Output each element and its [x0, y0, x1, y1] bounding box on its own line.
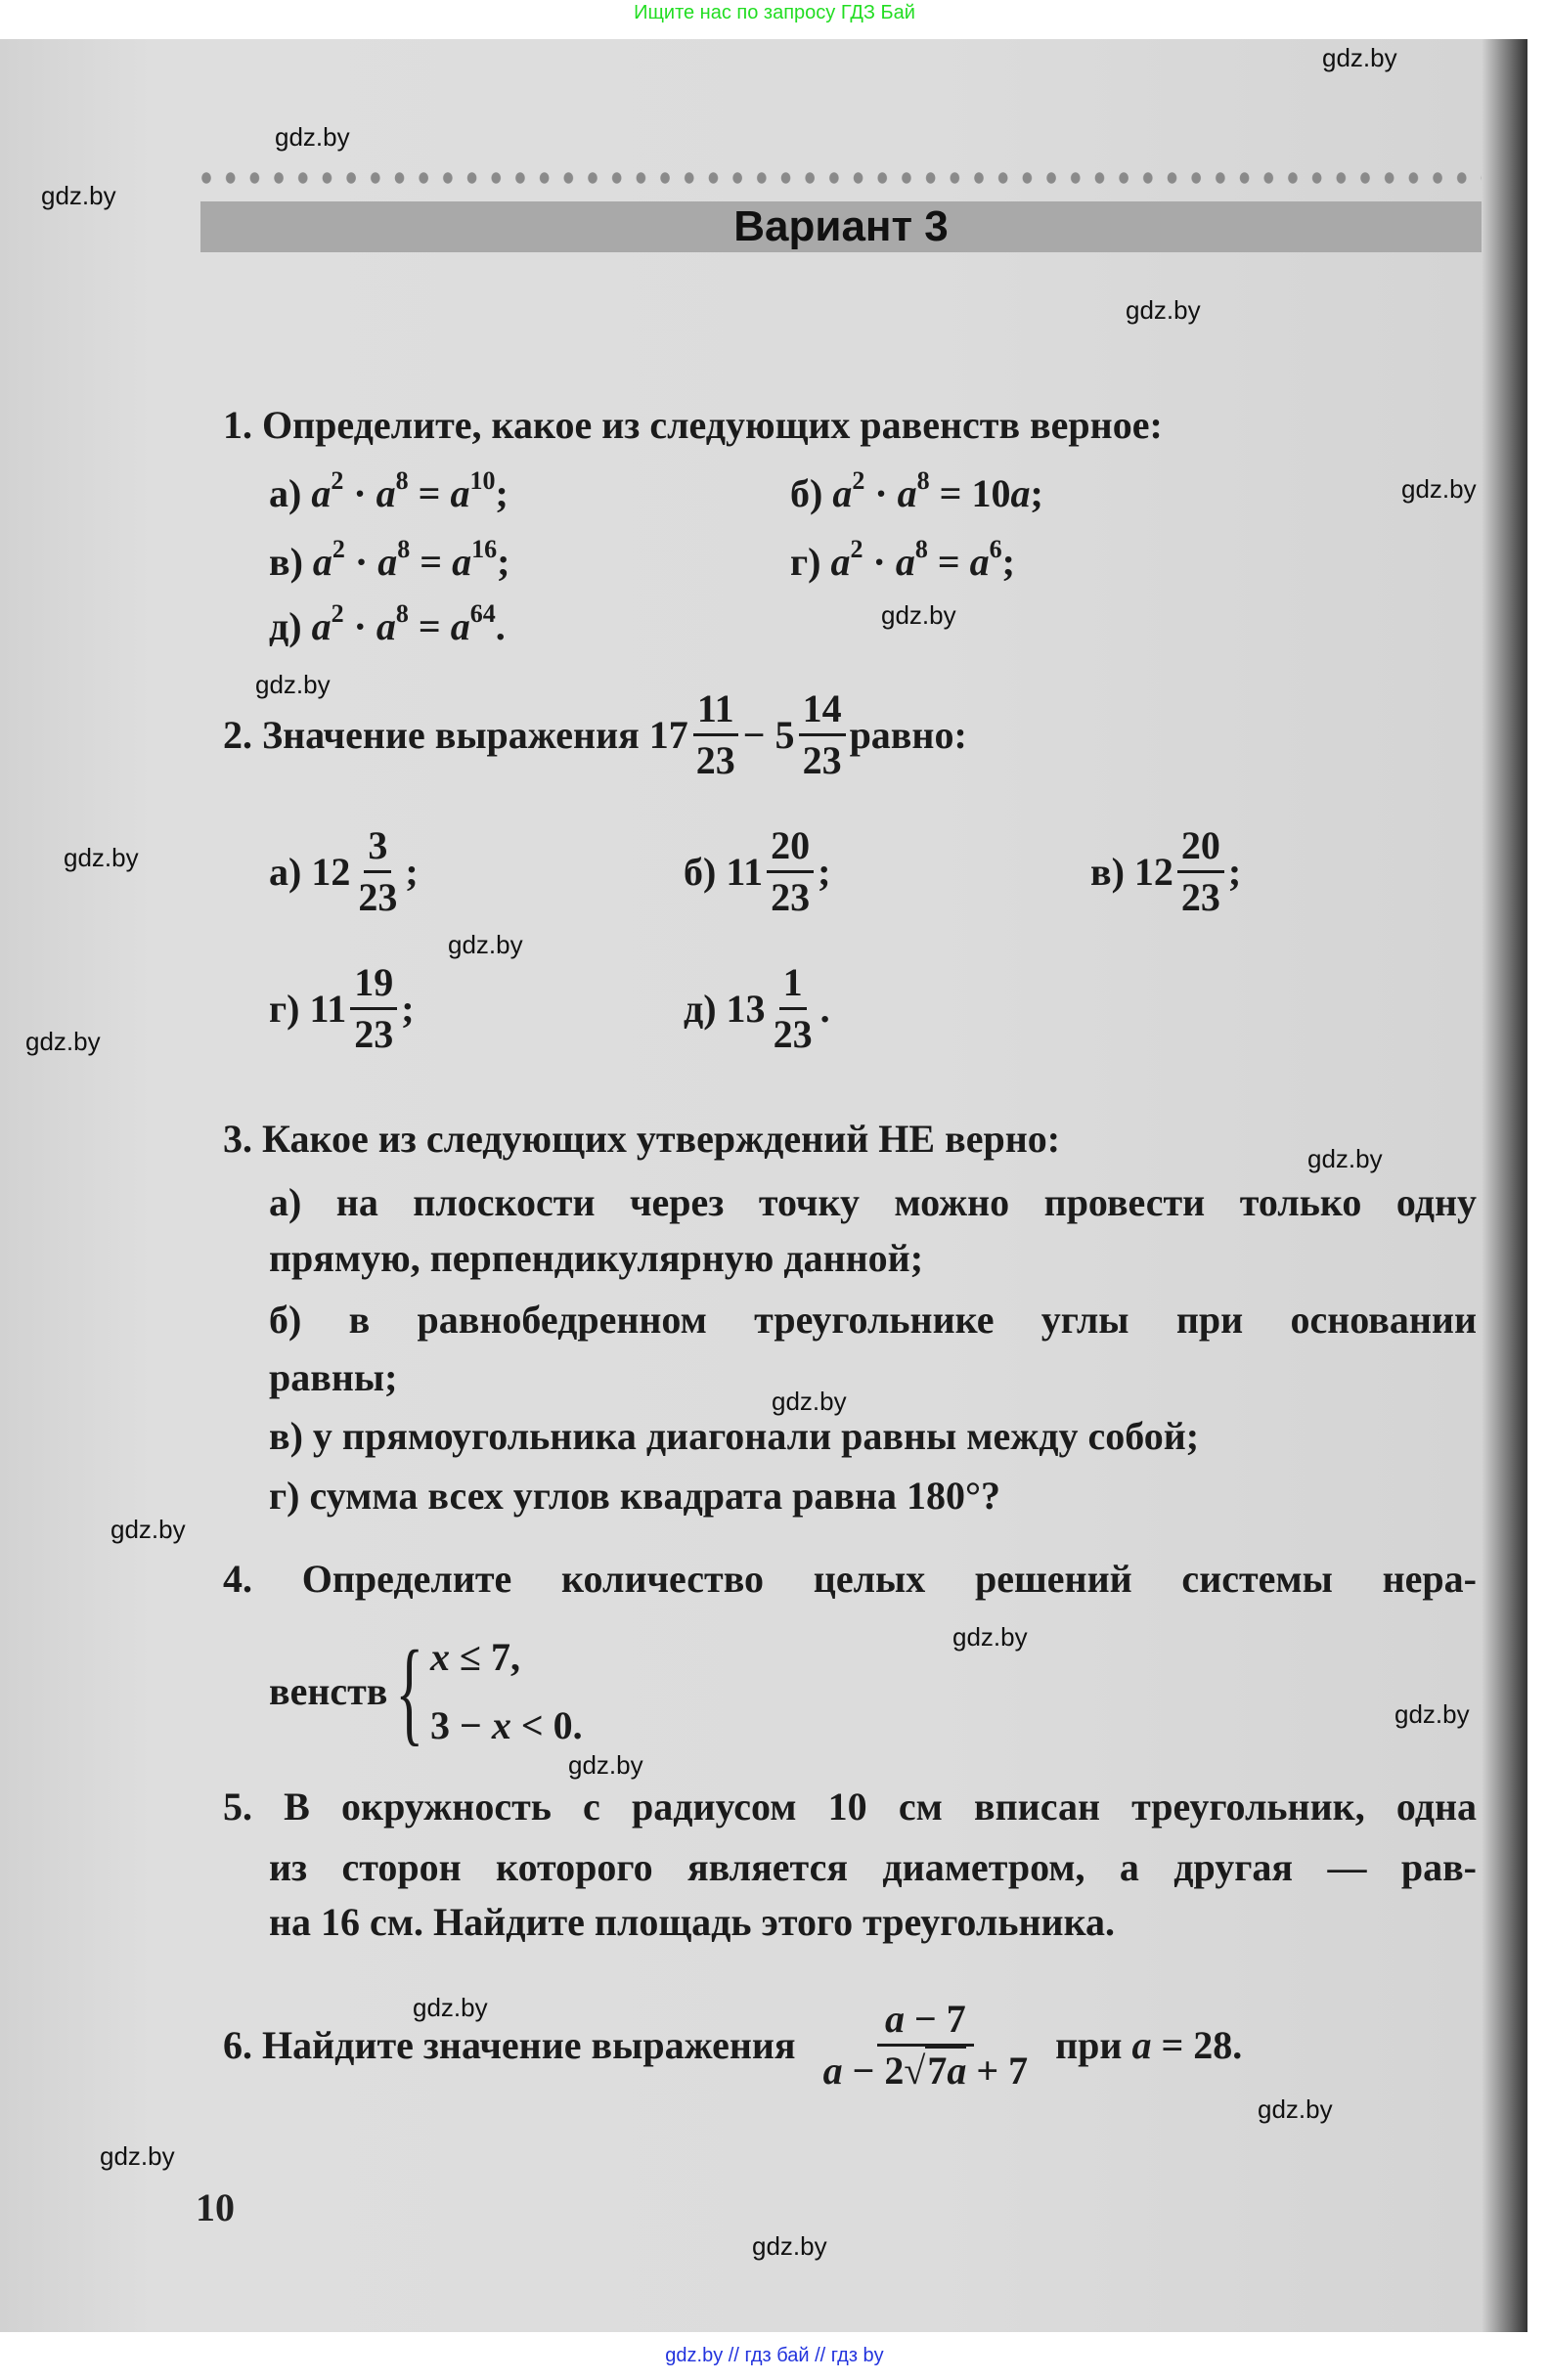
watermark: gdz.by — [100, 2141, 175, 2171]
denominator: 23 — [802, 738, 842, 782]
exponent: 8 — [916, 465, 930, 495]
numerator: 1 — [779, 958, 807, 1010]
q2-option-v — [1090, 821, 1241, 922]
math-text: ; — [1227, 849, 1242, 894]
math-variable: a — [377, 540, 398, 584]
exponent: 8 — [397, 534, 411, 563]
math-text: · — [864, 471, 898, 515]
numerator: 20 — [1177, 821, 1224, 873]
math-text: а) 12 — [269, 849, 351, 894]
watermark: gdz.by — [752, 2231, 827, 2261]
watermark: gdz.by — [448, 930, 523, 959]
watermark: gdz.by — [1126, 295, 1201, 325]
q3-option-a-line1: а) на плоскости через точку можно провести только одну — [269, 1180, 1477, 1224]
math-text: ≤ 7, — [450, 1635, 520, 1679]
math-text: · — [343, 604, 376, 648]
math-text: г) — [790, 540, 831, 584]
watermark: gdz.by — [64, 843, 139, 872]
math-text: ; — [1001, 540, 1015, 584]
q2-option-g — [269, 958, 415, 1059]
numerator: 11 — [693, 684, 738, 736]
math-text: ; — [1030, 471, 1043, 515]
sqrt-icon: √ — [904, 2049, 926, 2093]
math-variable: a — [832, 471, 853, 515]
brace-icon: { — [395, 1626, 424, 1756]
question-1: 1. Определите, какое из следующих равенств верное: — [223, 403, 1163, 447]
watermark: gdz.by — [255, 670, 331, 699]
question-4-line1: 4. Определите количество целых решений системы нера- — [223, 1557, 1477, 1601]
q3-option-b-line1: б) в равнобедренном треугольнике углы при основании — [269, 1298, 1477, 1342]
footer-links[interactable]: gdz.by // гдз бай // гдз by — [665, 2345, 884, 2366]
math-text: ; — [497, 540, 510, 584]
exponent: 6 — [989, 534, 1002, 563]
watermark: gdz.by — [1401, 474, 1477, 504]
denominator: 23 — [1180, 875, 1220, 919]
q3-option-a-line2: прямую, перпендикулярную данной; — [269, 1236, 924, 1280]
math-text: · — [863, 540, 896, 584]
exponent: 2 — [331, 465, 344, 495]
math-variable: a — [311, 604, 332, 648]
math-text: б) — [790, 471, 833, 515]
math-text: − 5 — [742, 712, 795, 757]
math-text: = 28. — [1151, 2022, 1243, 2067]
exponent: 2 — [332, 534, 345, 563]
q4-line2: венств — [269, 1669, 388, 1713]
numerator: 3 — [364, 821, 391, 873]
math-text: ; — [818, 849, 831, 894]
math-text: г) 11 — [269, 986, 347, 1031]
math-variable: a — [895, 540, 915, 584]
math-text: = — [927, 540, 970, 584]
math-text: − 2 — [842, 2049, 905, 2093]
math-variable: a — [376, 471, 396, 515]
math-variable: a — [830, 540, 851, 584]
denominator: 23 — [354, 1012, 394, 1056]
math-text: б) 11 — [684, 849, 764, 894]
math-text: 7 — [927, 2049, 948, 2093]
math-text: д) — [269, 604, 312, 648]
watermark: gdz.by — [413, 1993, 488, 2022]
math-variable: a — [312, 540, 332, 584]
q1-option-d — [269, 599, 506, 654]
exponent: 8 — [914, 534, 928, 563]
question-6 — [223, 1995, 1242, 2095]
exponent: 2 — [852, 465, 865, 495]
question-5-line1: 5. В окружность с радиусом 10 см вписан треугольник, одна — [223, 1785, 1477, 1829]
exponent: 2 — [850, 534, 863, 563]
q2-option-d — [684, 958, 830, 1059]
math-text: · — [343, 471, 376, 515]
math-text: д) 13 — [684, 986, 766, 1031]
math-text: равно: — [849, 712, 967, 757]
math-text: ; — [495, 471, 509, 515]
exponent: 8 — [395, 465, 409, 495]
q1-option-g — [790, 535, 1015, 590]
denominator: 23 — [771, 875, 811, 919]
dotted-divider — [200, 172, 1482, 184]
math-text: + 7 — [966, 2049, 1029, 2093]
math-text: = — [410, 540, 453, 584]
denominator: 23 — [773, 1012, 813, 1056]
den-part — [966, 2049, 1028, 2093]
math-text: в) — [269, 540, 313, 584]
math-variable: a — [452, 540, 472, 584]
math-text: в) 12 — [1090, 849, 1173, 894]
numerator: 14 — [799, 684, 846, 736]
fraction — [350, 958, 397, 1059]
q6-tail — [1055, 2018, 1242, 2073]
page-title: Вариант 3 — [733, 202, 949, 250]
watermark: gdz.by — [772, 1387, 847, 1416]
exponent: 8 — [395, 598, 409, 628]
q6-denominator — [819, 2047, 1033, 2095]
math-text: < 0. — [510, 1703, 583, 1747]
math-text: ; — [401, 986, 415, 1031]
system-inequality-1 — [430, 1623, 583, 1692]
math-variable: a — [947, 2049, 967, 2093]
math-variable: a — [450, 604, 470, 648]
denominator: 23 — [358, 875, 398, 919]
question-5-line3: на 16 см. Найдите площадь этого треугольника. — [269, 1900, 1116, 1944]
math-text: при — [1055, 2022, 1132, 2067]
fraction — [1177, 821, 1224, 922]
page-number: 10 — [196, 2185, 235, 2229]
q1-option-a — [269, 466, 509, 521]
math-text: 2. Значение выражения 17 — [223, 712, 688, 757]
system-inequality-2 — [430, 1692, 583, 1760]
math-text: а) — [269, 471, 312, 515]
watermark: gdz.by — [1322, 43, 1397, 72]
watermark: gdz.by — [41, 181, 116, 210]
math-text: . — [819, 986, 830, 1031]
question-2 — [223, 684, 967, 785]
q6-numerator — [877, 1995, 974, 2047]
math-variable: a — [376, 604, 396, 648]
exponent: 64 — [469, 598, 496, 628]
question-5-line2: из сторон которого является диаметром, а другая — рав- — [269, 1845, 1477, 1889]
exponent: 2 — [331, 598, 344, 628]
math-variable: a — [884, 1997, 905, 2041]
watermark: gdz.by — [275, 122, 350, 152]
q3-option-v: в) у прямоугольника диагонали равны между собой; — [269, 1414, 1200, 1458]
den-part — [823, 2049, 905, 2093]
fraction — [767, 821, 814, 922]
q1-option-v — [269, 535, 509, 590]
watermark: gdz.by — [568, 1750, 643, 1780]
watermark: gdz.by — [1258, 2094, 1333, 2124]
fraction — [799, 684, 846, 785]
q6-fraction — [819, 1995, 1033, 2095]
q1-option-b — [790, 466, 1043, 521]
search-banner[interactable]: Ищите нас по запросу ГДЗ Бай — [634, 2, 915, 23]
watermark: gdz.by — [1307, 1144, 1383, 1173]
exponent: 10 — [469, 465, 496, 495]
q3-option-b-line2: равны; — [269, 1355, 398, 1399]
watermark: gdz.by — [1394, 1699, 1470, 1729]
q2-option-b — [684, 821, 830, 922]
numerator: 20 — [767, 821, 814, 873]
watermark: gdz.by — [952, 1622, 1028, 1652]
math-text: = — [408, 471, 451, 515]
numerator: 19 — [350, 958, 397, 1010]
question-4-system — [269, 1623, 583, 1760]
math-text: . — [495, 604, 506, 648]
fraction — [770, 958, 817, 1059]
math-variable: a — [897, 471, 917, 515]
q6-text: 6. Найдите значение выражения — [223, 2022, 796, 2067]
math-variable: a — [450, 471, 470, 515]
q3-option-g: г) сумма всех углов квадрата равна 180°? — [269, 1474, 1000, 1518]
fraction — [354, 821, 401, 922]
math-variable: a — [822, 2049, 843, 2093]
math-variable: a — [1010, 471, 1031, 515]
watermark: gdz.by — [881, 600, 956, 630]
math-variable: a — [1131, 2022, 1152, 2067]
math-text: ; — [405, 849, 419, 894]
watermark: gdz.by — [111, 1515, 186, 1544]
question-3: 3. Какое из следующих утверждений НЕ верно: — [223, 1117, 1061, 1161]
math-variable: a — [969, 540, 990, 584]
math-text: · — [344, 540, 378, 584]
q2-option-a — [269, 821, 419, 922]
math-text: = — [408, 604, 451, 648]
fraction — [692, 684, 739, 785]
math-text: − 7 — [904, 1997, 966, 2041]
denominator: 23 — [695, 738, 735, 782]
radicand — [925, 2046, 966, 2093]
math-text: 3 − — [430, 1703, 492, 1747]
math-variable: a — [311, 471, 332, 515]
math-variable: x — [430, 1635, 451, 1679]
watermark: gdz.by — [25, 1027, 101, 1056]
exponent: 16 — [471, 534, 498, 563]
math-text: = 10 — [929, 471, 1011, 515]
math-variable: x — [491, 1703, 511, 1747]
